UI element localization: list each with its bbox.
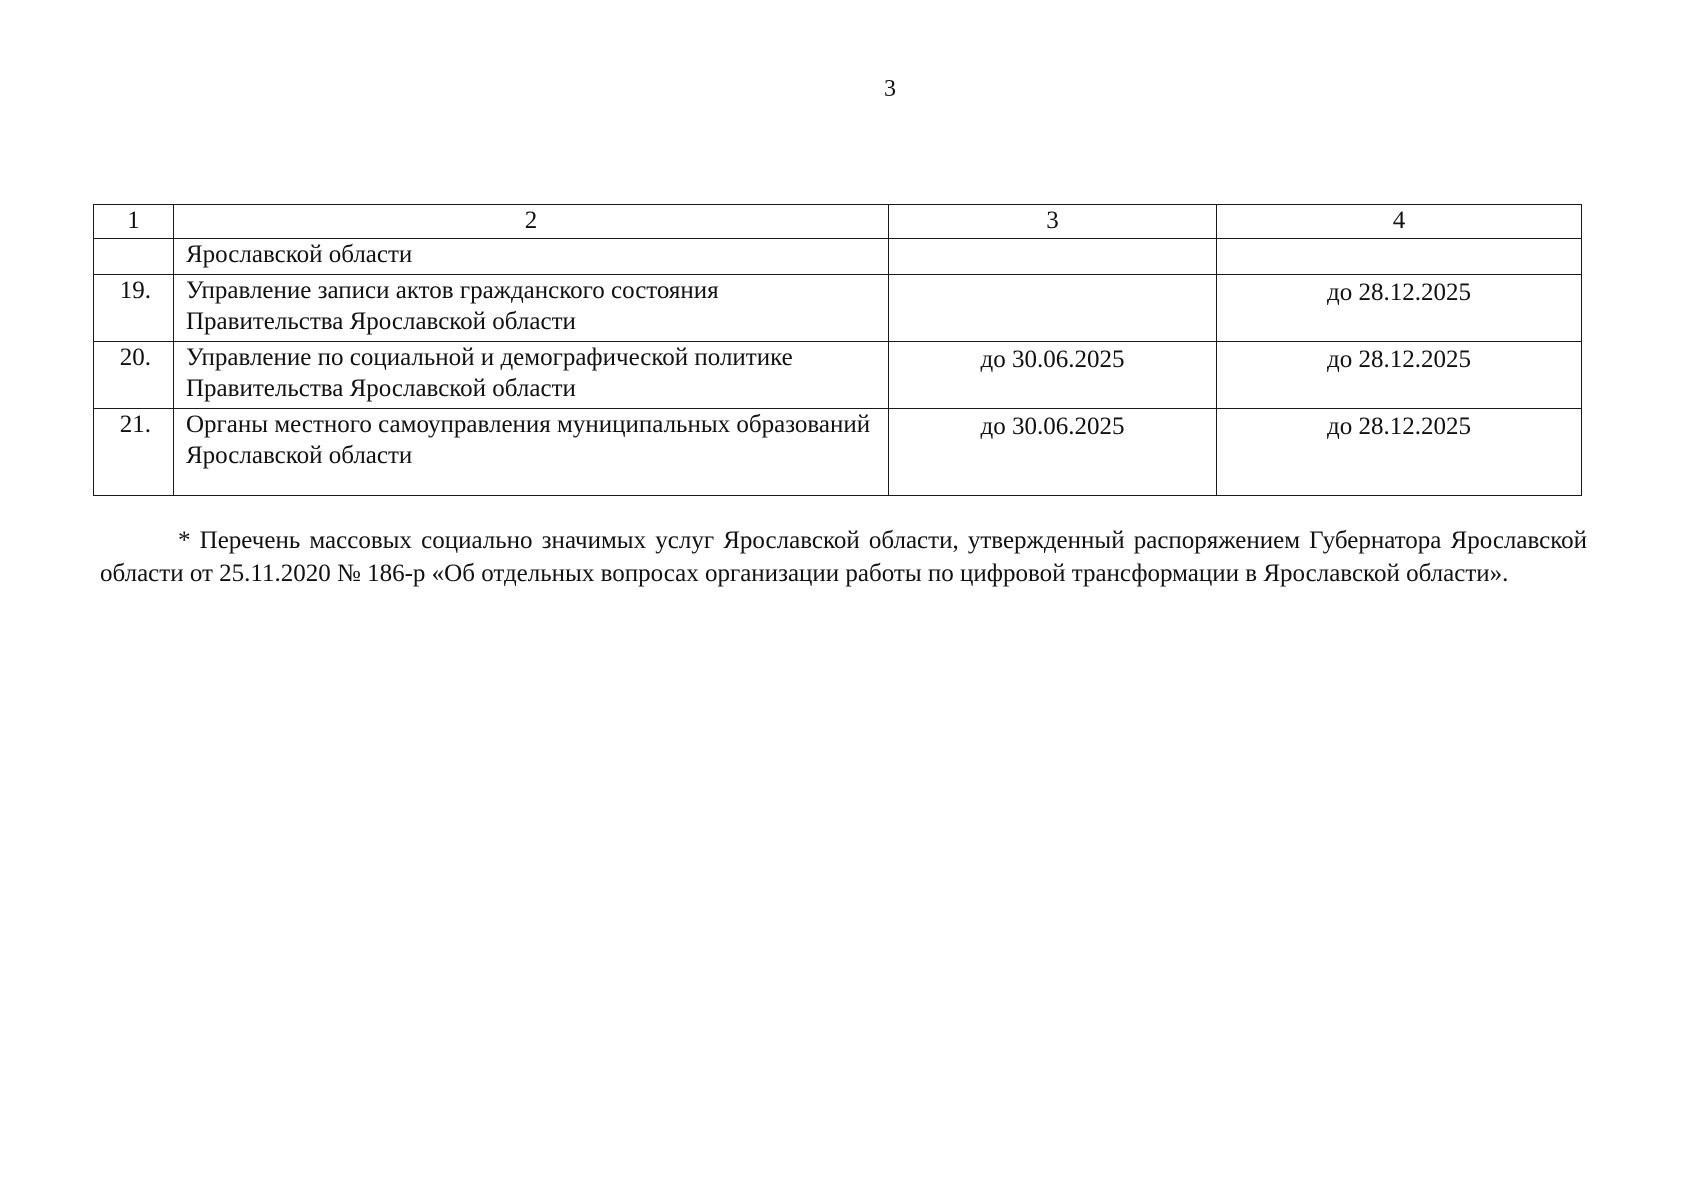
row-number [94, 239, 174, 275]
header-cell-4: 4 [1217, 205, 1582, 239]
footnote: * Перечень массовых социально значимых услуг Ярославской области, утвержденный распоряжением Губернатора Ярославской области от 25.11.2020 № 186-р «Об отдельных вопросах организации работы по цифровой трансформации в Ярославской области». [100, 527, 1587, 587]
table-header-row [94, 205, 1582, 239]
row-organization: Управление записи актов гражданского состояния Правительства Ярославской области [174, 275, 889, 342]
row-deadline-col4: до 28.12.2025 [1217, 409, 1582, 496]
header-cell-1: 1 [94, 205, 174, 239]
header-cell-3: 3 [889, 205, 1217, 239]
row-deadline-col4: до 28.12.2025 [1217, 342, 1582, 409]
row-number: 20. [94, 342, 174, 409]
row-deadline-col4 [1217, 239, 1582, 275]
row-organization: Управление по социальной и демографической политике Правительства Ярославской области [174, 342, 889, 409]
row-number: 19. [94, 275, 174, 342]
deadlines-table [93, 204, 1582, 496]
row-deadline-col3 [889, 239, 1217, 275]
row-deadline-col3: до 30.06.2025 [889, 409, 1217, 496]
table-row [94, 409, 1582, 496]
table-row [94, 275, 1582, 342]
deadlines-table-wrapper [93, 204, 1581, 496]
header-cell-2: 2 [174, 205, 889, 239]
table-row [94, 342, 1582, 409]
row-deadline-col4: до 28.12.2025 [1217, 275, 1582, 342]
row-number: 21. [94, 409, 174, 496]
row-deadline-col3 [889, 275, 1217, 342]
page-number: 3 [884, 76, 896, 102]
row-organization: Органы местного самоуправления муниципальных образований Ярославской области [174, 409, 889, 496]
row-deadline-col3: до 30.06.2025 [889, 342, 1217, 409]
table-row [94, 239, 1582, 275]
row-organization: Ярославской области [174, 239, 889, 275]
